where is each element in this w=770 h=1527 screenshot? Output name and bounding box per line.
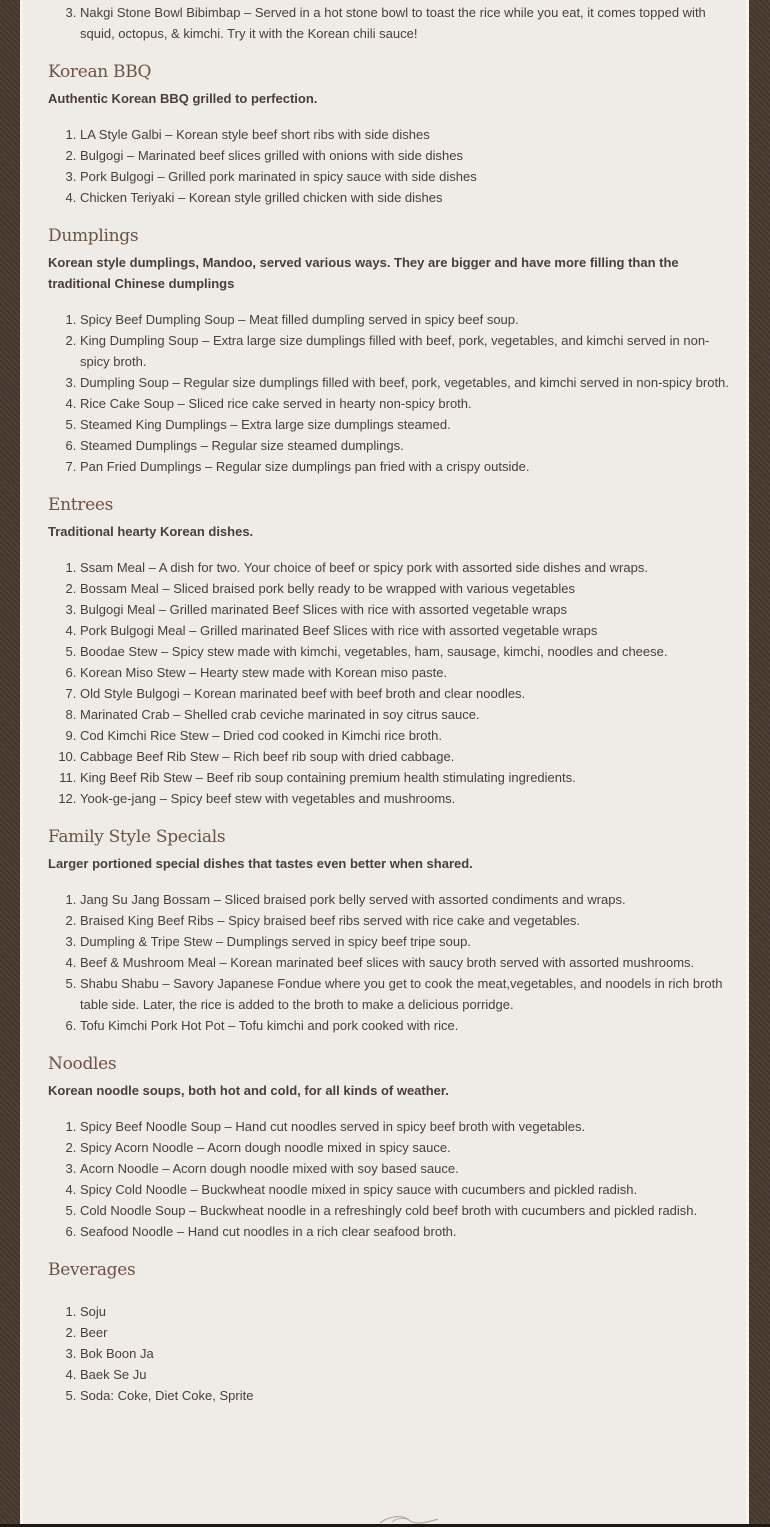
list-item: 3. Dumpling & Tripe Stew – Dumplings served in spicy beef tripe soup. xyxy=(80,931,738,952)
list-item: 1. LA Style Galbi – Korean style beef short ribs with side dishes xyxy=(80,124,738,145)
list-item: 4. Pork Bulgogi Meal – Grilled marinated Beef Slices with rice with assorted vegetable wraps xyxy=(80,620,738,641)
list-item: 4. Chicken Teriyaki – Korean style grilled chicken with side dishes xyxy=(80,187,738,208)
list-item: 3. Dumpling Soup – Regular size dumplings filled with beef, pork, vegetables, and kimchi served in non-spicy broth. xyxy=(80,372,738,393)
list-item: 6. Korean Miso Stew – Hearty stew made with Korean miso paste. xyxy=(80,662,738,683)
list-item: 6. Seafood Noodle – Hand cut noodles in a rich clear seafood broth. xyxy=(80,1221,738,1242)
section-heading-dumplings: Dumplings xyxy=(48,226,139,246)
section-desc-entrees: Traditional hearty Korean dishes. xyxy=(48,524,254,539)
list-item: 3. Pork Bulgogi – Grilled pork marinated in spicy sauce with side dishes xyxy=(80,166,738,187)
list-item: 10. Cabbage Beef Rib Stew – Rich beef rib soup with dried cabbage. xyxy=(80,746,738,767)
list-item: 3. Acorn Noodle – Acorn dough noodle mixed with soy based sauce. xyxy=(80,1158,738,1179)
list-item: 1. Ssam Meal – A dish for two. Your choice of beef or spicy pork with assorted side dishes and wraps. xyxy=(80,557,738,578)
list-item: 5. Shabu Shabu – Savory Japanese Fondue where you get to cook the meat,vegetables, and noodels in rich broth table side. Later, the rice is added to the broth to make a delicious porridge. xyxy=(80,973,738,1015)
list-item: 2. Beer xyxy=(80,1322,738,1343)
beverages-list xyxy=(48,1301,738,1406)
section-desc-korean-bbq: Authentic Korean BBQ grilled to perfection. xyxy=(48,91,318,106)
list-item: 7. Old Style Bulgogi – Korean marinated beef with beef broth and clear noodles. xyxy=(80,683,738,704)
section-heading-family-style-specials: Family Style Specials xyxy=(48,827,226,847)
list-item: 3. Bok Boon Ja xyxy=(80,1343,738,1364)
list-item: 4. Rice Cake Soup – Sliced rice cake served in hearty non-spicy broth. xyxy=(80,393,738,414)
list-item: 2. Bulgogi – Marinated beef slices grilled with onions with side dishes xyxy=(80,145,738,166)
list-item: 5. Cold Noodle Soup – Buckwheat noodle in a refreshingly cold beef broth with cucumbers and pickled radish. xyxy=(80,1200,738,1221)
list-item: 1. Spicy Beef Dumpling Soup – Meat filled dumpling served in spicy beef soup. xyxy=(80,309,738,330)
menu-content xyxy=(48,0,738,1406)
section-heading-beverages: Beverages xyxy=(48,1260,136,1280)
list-item: 2. King Dumpling Soup – Extra large size dumplings filled with beef, pork, vegetables, and kimchi served in non-spicy broth. xyxy=(80,330,738,372)
list-item: 8. Marinated Crab – Shelled crab ceviche marinated in soy citrus sauce. xyxy=(80,704,738,725)
section-desc-family-style-specials: Larger portioned special dishes that tastes even better when shared. xyxy=(48,856,473,871)
list-item: 9. Cod Kimchi Rice Stew – Dried cod cooked in Kimchi rice broth. xyxy=(80,725,738,746)
list-item: 1. Jang Su Jang Bossam – Sliced braised pork belly served with assorted condiments and wraps. xyxy=(80,889,738,910)
list-item: 6. Steamed Dumplings – Regular size steamed dumplings. xyxy=(80,435,738,456)
family-list xyxy=(48,889,738,1036)
list-item: 4. Baek Se Ju xyxy=(80,1364,738,1385)
entrees-list xyxy=(48,557,738,809)
list-item: 2. Spicy Acorn Noodle – Acorn dough noodle mixed in spicy sauce. xyxy=(80,1137,738,1158)
list-item: 7. Pan Fried Dumplings – Regular size dumplings pan fried with a crispy outside. xyxy=(80,456,738,477)
section-heading-entrees: Entrees xyxy=(48,495,114,515)
list-item: 1. Spicy Beef Noodle Soup – Hand cut noodles served in spicy beef broth with vegetables. xyxy=(80,1116,738,1137)
noodles-list xyxy=(48,1116,738,1242)
section-heading-noodles: Noodles xyxy=(48,1054,117,1074)
section-desc-dumplings: Korean style dumplings, Mandoo, served various ways. They are bigger and have more filling than the traditional Chinese dumplings xyxy=(48,255,679,291)
dumplings-list xyxy=(48,309,738,477)
list-item: 5. Steamed King Dumplings – Extra large size dumplings steamed. xyxy=(80,414,738,435)
list-item: 11. King Beef Rib Stew – Beef rib soup containing premium health stimulating ingredients. xyxy=(80,767,738,788)
list-item: 1. Soju xyxy=(80,1301,738,1322)
list-item: 4. Beef & Mushroom Meal – Korean marinated beef slices with saucy broth served with assorted mushrooms. xyxy=(80,952,738,973)
section-desc-noodles: Korean noodle soups, both hot and cold, for all kinds of weather. xyxy=(48,1083,449,1098)
content-panel xyxy=(20,0,749,1527)
rice-list xyxy=(48,2,738,44)
list-item: 2. Braised King Beef Ribs – Spicy braised beef ribs served with rice cake and vegetables. xyxy=(80,910,738,931)
section-heading-korean-bbq: Korean BBQ xyxy=(48,62,152,82)
bbq-list xyxy=(48,124,738,208)
list-item: 12. Yook-ge-jang – Spicy beef stew with vegetables and mushrooms. xyxy=(80,788,738,809)
list-item: 4. Spicy Cold Noodle – Buckwheat noodle mixed in spicy sauce with cucumbers and pickled radish. xyxy=(80,1179,738,1200)
list-item: 6. Tofu Kimchi Pork Hot Pot – Tofu kimchi and pork cooked with rice. xyxy=(80,1015,738,1036)
list-item: 3. Bulgogi Meal – Grilled marinated Beef Slices with rice with assorted vegetable wraps xyxy=(80,599,738,620)
list-item: 3. Nakgi Stone Bowl Bibimbap – Served in a hot stone bowl to toast the rice while you eat, it comes topped with squid, octopus, & kimchi. Try it with the Korean chili sauce! xyxy=(80,2,738,44)
list-item: 5. Soda: Coke, Diet Coke, Sprite xyxy=(80,1385,738,1406)
list-item: 2. Bossam Meal – Sliced braised pork belly ready to be wrapped with various vegetables xyxy=(80,578,738,599)
list-item: 5. Boodae Stew – Spicy stew made with kimchi, vegetables, ham, sausage, kimchi, noodles and cheese. xyxy=(80,641,738,662)
